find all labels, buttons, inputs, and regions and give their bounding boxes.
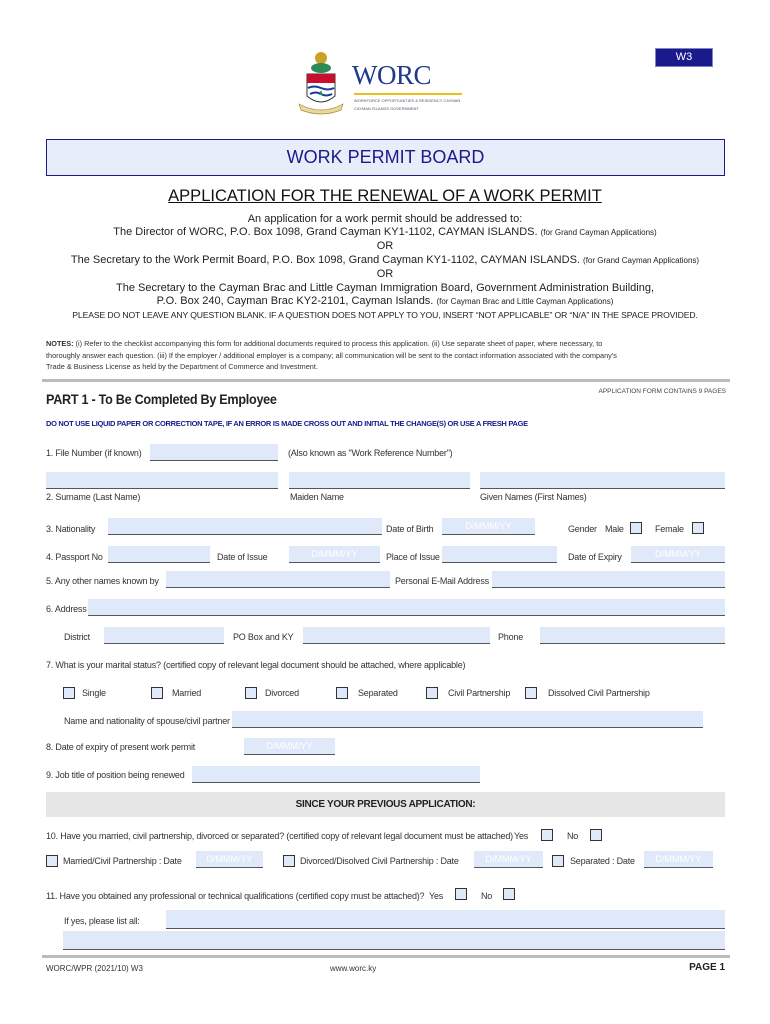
- address-text: The Director of WORC, P.O. Box 1098, Grand Cayman KY1-1102, CAYMAN ISLANDS.: [113, 226, 538, 238]
- q10-no-label: No: [567, 831, 579, 841]
- civil-partnership-label: Civil Partnership: [448, 688, 511, 698]
- separated-date-checkbox[interactable]: [552, 855, 564, 867]
- also-known-label: (Also known as "Work Reference Number"): [288, 448, 453, 458]
- footer-url: www.worc.ky: [330, 964, 377, 973]
- married-date-input[interactable]: D/MMM/YY: [196, 851, 263, 868]
- divorced-label: Divorced: [265, 688, 299, 698]
- passport-label: 4. Passport No: [46, 552, 103, 562]
- correction-instruction: DO NOT USE LIQUID PAPER OR CORRECTION TAPE, IF AN ERROR IS MADE CROSS OUT AND INITIAL THE CHANGE(S) OR USE A FRESH PAGE: [46, 419, 528, 428]
- q11-no-checkbox[interactable]: [503, 888, 515, 900]
- other-names-input[interactable]: [166, 571, 390, 588]
- place-issue-label: Place of Issue: [386, 552, 440, 562]
- separated-label: Separated: [358, 688, 398, 698]
- divider: [42, 379, 730, 382]
- address-line-2: [0, 254, 770, 266]
- gender-label: Gender: [568, 524, 597, 534]
- single-checkbox[interactable]: [63, 687, 75, 699]
- marital-question: 7. What is your marital status? (certified copy of relevant legal document should be attached, where applicable): [46, 660, 466, 670]
- q11-yes-label: Yes: [429, 891, 444, 901]
- address-input[interactable]: [88, 599, 725, 616]
- male-checkbox[interactable]: [630, 522, 642, 534]
- married-date-checkbox[interactable]: [46, 855, 58, 867]
- married-checkbox[interactable]: [151, 687, 163, 699]
- given-names-label: Given Names (First Names): [480, 492, 587, 502]
- address-text: P.O. Box 240, Cayman Brac KY2-2101, Cayman Islands.: [156, 295, 434, 307]
- surname-label: 2. Surname (Last Name): [46, 492, 141, 502]
- q11-label: 11. Have you obtained any professional or technical qualifications (certified copy must be attached)?: [46, 891, 425, 901]
- address-line-3: The Secretary to the Cayman Brac and Little Cayman Immigration Board, Government Administration Building,: [115, 282, 655, 294]
- job-title-input[interactable]: [192, 766, 480, 783]
- given-names-input[interactable]: [480, 472, 725, 489]
- address-or-1: OR: [376, 240, 394, 252]
- notes-label: NOTES:: [46, 339, 74, 348]
- q11-no-label: No: [481, 891, 493, 901]
- address-line-4: [0, 295, 770, 307]
- address-intro: An application for a work permit should be addressed to:: [247, 213, 523, 225]
- q10-yes-checkbox[interactable]: [541, 829, 553, 841]
- male-label: Male: [605, 524, 624, 534]
- place-issue-input[interactable]: [442, 546, 557, 563]
- date-issue-label: Date of Issue: [217, 552, 268, 562]
- separated-checkbox[interactable]: [336, 687, 348, 699]
- permit-expiry-input[interactable]: D/MMM/YY: [244, 738, 335, 755]
- part1-title: PART 1 - To Be Completed By Employee: [46, 391, 277, 407]
- logo-tagline-2: CAYMAN ISLANDS GOVERNMENT: [354, 106, 419, 111]
- job-title-label: 9. Job title of position being renewed: [46, 770, 185, 780]
- spouse-input[interactable]: [232, 711, 703, 728]
- address-note: (for Cayman Brac and Little Cayman Applications): [436, 297, 614, 306]
- other-names-label: 5. Any other names known by: [46, 576, 159, 586]
- worc-logo-text: WORC: [352, 60, 431, 90]
- dissolved-civil-partnership-checkbox[interactable]: [525, 687, 537, 699]
- dob-input[interactable]: D/MMM/YY: [442, 518, 535, 535]
- address-line-1: [0, 226, 770, 238]
- address-note: (for Grand Cayman Applications): [540, 228, 657, 237]
- logo-tagline-1: WORKFORCE OPPORTUNITIES & RESIDENCY CAYMAN: [354, 98, 461, 103]
- address-text: The Secretary to the Work Permit Board, P.O. Box 1098, Grand Cayman KY1-1102, CAYMAN ISLANDS.: [70, 254, 580, 266]
- district-label: District: [64, 632, 90, 642]
- permit-expiry-label: 8. Date of expiry of present work permit: [46, 742, 196, 752]
- q10-no-checkbox[interactable]: [590, 829, 602, 841]
- divorced-date-label: Divorced/Disolved Civil Partnership : Date: [300, 856, 459, 866]
- qualifications-input-2[interactable]: [63, 931, 725, 950]
- file-number-label: 1. File Number (if known): [46, 448, 142, 458]
- maiden-name-input[interactable]: [289, 472, 470, 489]
- dissolved-civil-partnership-label: Dissolved Civil Partnership: [548, 688, 650, 698]
- date-issue-input[interactable]: D/MMM/YY: [289, 546, 380, 563]
- dob-label: Date of Birth: [386, 524, 434, 534]
- qualifications-input-1[interactable]: [166, 910, 725, 929]
- passport-input[interactable]: [108, 546, 210, 563]
- notes-text: thoroughly answer each question. (iii) If the employer / additional employer is a company; all communication will be sent to the contact information associated with the company's: [46, 350, 617, 360]
- since-section-header: SINCE YOUR PREVIOUS APPLICATION:: [46, 792, 725, 817]
- notes-text: Trade & Business License as held by the Department of Commerce and Investment.: [46, 362, 318, 371]
- single-label: Single: [82, 688, 106, 698]
- logo-gold-rule: [354, 93, 462, 95]
- nationality-label: 3. Nationality: [46, 524, 96, 534]
- q11-yes-checkbox[interactable]: [455, 888, 467, 900]
- separated-date-input[interactable]: D/MMM/YY: [644, 851, 713, 868]
- married-date-label: Married/Civil Partnership : Date: [63, 856, 182, 866]
- email-input[interactable]: [492, 571, 725, 588]
- q10-label: 10. Have you married, civil partnership, divorced or separated? (certified copy of relevant legal document must be attached): [46, 831, 513, 841]
- po-box-input[interactable]: [303, 627, 490, 644]
- form-code-badge: W3: [655, 48, 713, 67]
- form-title: APPLICATION FOR THE RENEWAL OF A WORK PERMIT: [168, 187, 602, 205]
- file-number-input[interactable]: [150, 444, 278, 461]
- surname-input[interactable]: [46, 472, 278, 489]
- board-title-box: WORK PERMIT BOARD: [46, 139, 725, 176]
- cayman-coat-of-arms-logo: [296, 50, 346, 116]
- date-expiry-label: Date of Expiry: [568, 552, 622, 562]
- female-checkbox[interactable]: [692, 522, 704, 534]
- district-input[interactable]: [104, 627, 224, 644]
- footer-divider: [42, 955, 730, 958]
- maiden-name-label: Maiden Name: [290, 492, 344, 502]
- footer-page-number: PAGE 1: [689, 962, 725, 973]
- phone-input[interactable]: [540, 627, 725, 644]
- nationality-input[interactable]: [108, 518, 382, 535]
- q10-yes-label: Yes: [514, 831, 529, 841]
- pages-note: APPLICATION FORM CONTAINS 9 PAGES: [598, 388, 726, 395]
- address-label: 6. Address: [46, 604, 87, 614]
- notes-text: (i) Refer to the checklist accompanying this form for additional documents required to process this application. (ii) Use separate sheet of paper, where necessary, to: [75, 339, 603, 348]
- list-all-label: If yes, please list all:: [64, 916, 140, 926]
- email-label: Personal E-Mail Address: [395, 576, 489, 586]
- phone-label: Phone: [498, 632, 524, 642]
- footer-form-code: WORC/WPR (2021/10) W3: [46, 964, 143, 973]
- married-label: Married: [172, 688, 202, 698]
- blank-warning: PLEASE DO NOT LEAVE ANY QUESTION BLANK. IF A QUESTION DOES NOT APPLY TO YOU, INSERT “NOT APPLICABLE” OR “N/A” IN THE SPACE PROVIDED.: [72, 310, 698, 320]
- divorced-date-input[interactable]: D/MMM/YY: [474, 851, 543, 868]
- spouse-label: Name and nationality of spouse/civil partner: [64, 716, 230, 726]
- divorced-checkbox[interactable]: [245, 687, 257, 699]
- civil-partnership-checkbox[interactable]: [426, 687, 438, 699]
- female-label: Female: [655, 524, 684, 534]
- po-box-label: PO Box and KY: [233, 632, 294, 642]
- divorced-date-checkbox[interactable]: [283, 855, 295, 867]
- date-expiry-input[interactable]: D/MMM/YY: [631, 546, 725, 563]
- notes: [46, 338, 726, 373]
- separated-date-label: Separated : Date: [570, 856, 635, 866]
- address-note: (for Grand Cayman Applications): [583, 256, 700, 265]
- address-or-2: OR: [376, 268, 394, 280]
